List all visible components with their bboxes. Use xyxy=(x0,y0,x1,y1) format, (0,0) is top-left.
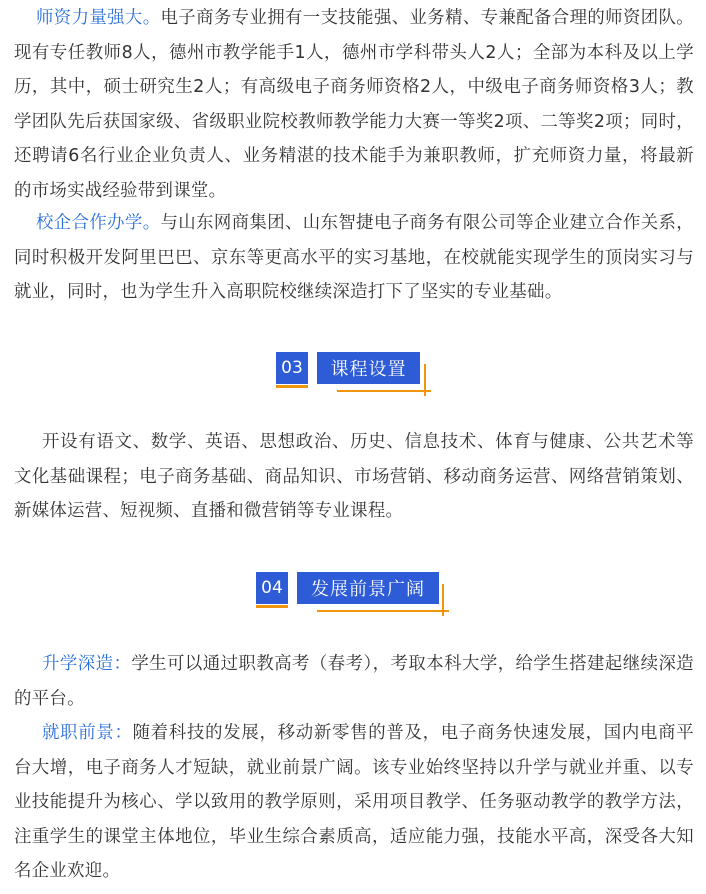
further-study-paragraph xyxy=(14,647,694,716)
section-heading-courses xyxy=(276,352,436,402)
section-heading-prospects xyxy=(256,572,456,622)
title-decoration-tick xyxy=(442,584,444,616)
cooperation-paragraph xyxy=(14,206,694,310)
cooperation-lead: 校企合作办学。 xyxy=(36,213,161,233)
cooperation-body: 与山东网商集团、山东智捷电子商务有限公司等企业建立合作关系，同时积极开发阿里巴巴、京东等更高水平的实习基地，在校就能实现学生的顶岗实习与就业，同时，也为学生升入高职院校继续深造打下了坚实的专业基础。 xyxy=(14,213,694,303)
title-decoration-line xyxy=(337,390,431,392)
section-number-underline xyxy=(256,605,288,608)
section-title-box: 课程设置 xyxy=(317,352,420,384)
title-decoration-line xyxy=(317,610,449,612)
further-study-lead: 升学深造： xyxy=(42,654,132,674)
courses-body: 开设有语文、数学、英语、思想政治、历史、信息技术、体育与健康、公共艺术等文化基础课程；电子商务基础、商品知识、市场营销、移动商务运营、网络营销策划、新媒体运营、短视频、直播和微营销等专业课程。 xyxy=(14,432,694,522)
teachers-paragraph xyxy=(14,1,694,209)
teachers-lead: 师资力量强大。 xyxy=(36,8,161,28)
section-number-badge: 04 xyxy=(256,572,288,604)
courses-paragraph xyxy=(14,425,694,529)
further-study-body: 学生可以通过职教高考（春考），考取本科大学，给学生搭建起继续深造的平台。 xyxy=(14,654,694,709)
employment-paragraph xyxy=(14,716,694,889)
employment-body: 随着科技的发展，移动新零售的普及，电子商务快速发展，国内电商平台大增，电子商务人才短缺，就业前景广阔。该专业始终坚持以升学与就业并重、以专业技能提升为核心、学以致用的教学原则，采用项目教学、任务驱动教学的教学方法，注重学生的课堂主体地位，毕业生综合素质高，适应能力强，技能水平高，深受各大知名企业欢迎。 xyxy=(14,723,694,882)
title-decoration-tick xyxy=(424,364,426,396)
teachers-body: 电子商务专业拥有一支技能强、业务精、专兼配备合理的师资团队。现有专任教师8人，德州市教学能手1人，德州市学科带头人2人；全部为本科及以上学历，其中，硕士研究生2人；有高级电子商务师资格2人，中级电子商务师资格3人；教学团队先后获国家级、省级职业院校教师教学能力大赛一等奖2项、二等奖2项；同时，还聘请6名行业企业负责人、业务精湛的技术能手为兼职教师，扩充师资力量，将最新的市场实战经验带到课堂。 xyxy=(14,8,694,201)
section-number-badge: 03 xyxy=(276,352,308,384)
employment-lead: 就职前景： xyxy=(42,723,133,743)
section-number-underline xyxy=(276,385,308,388)
section-title-box: 发展前景广阔 xyxy=(297,572,439,604)
